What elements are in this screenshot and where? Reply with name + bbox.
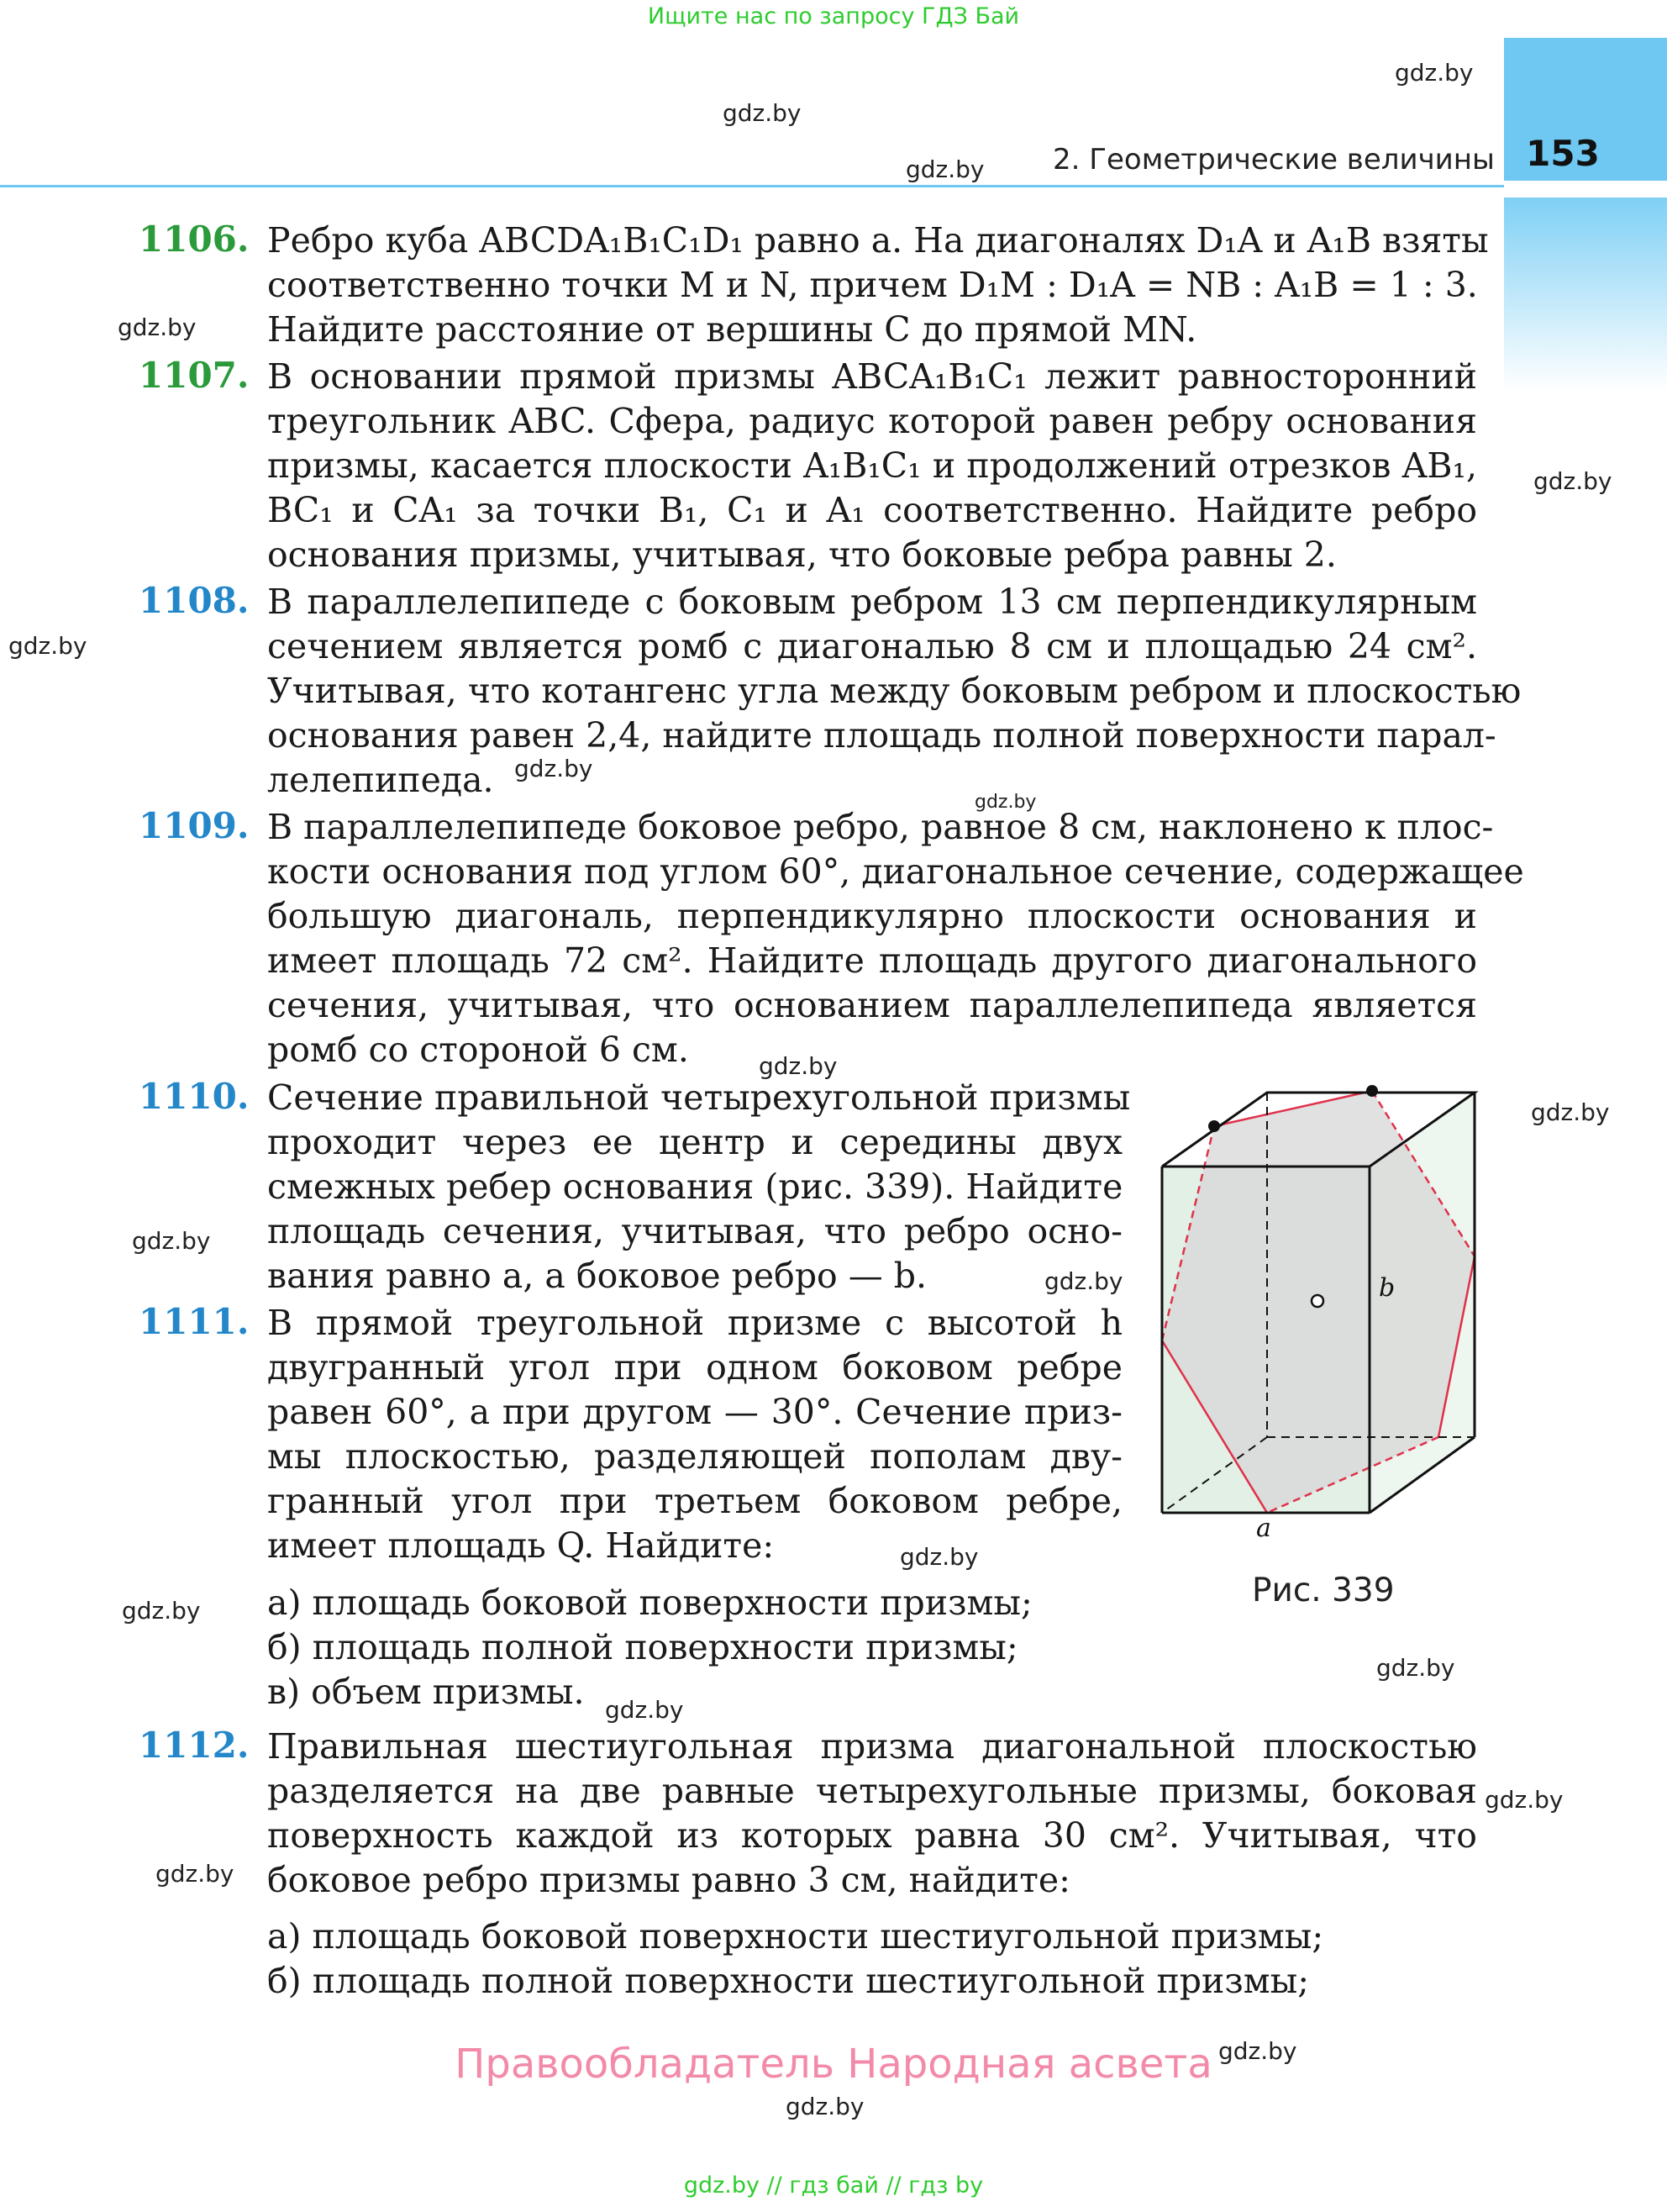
watermark: gdz.by [1395, 59, 1474, 87]
header-divider [0, 185, 1504, 187]
text-line: сечением является ромб с диагональю 8 см и площадью 24 см². [267, 626, 1477, 666]
bottom-links[interactable]: gdz.by // гдз бай // гдз by [683, 2172, 984, 2199]
list-item: б) площадь полной поверхности призмы; [267, 1627, 1018, 1667]
problem-1111-text [267, 1303, 1123, 1566]
watermark: gdz.by [8, 632, 87, 660]
text-line: гранный угол при третьем боковом ребре, [267, 1481, 1123, 1521]
page-number: 153 [1526, 133, 1600, 174]
text-line: вания равно a, а боковое ребро — b. [267, 1256, 928, 1296]
midpoint-marker [1366, 1085, 1378, 1097]
watermark: gdz.by [514, 755, 593, 782]
watermark: gdz.by [118, 313, 197, 341]
problem-1112-text [267, 1726, 1477, 1900]
center-marker [1312, 1295, 1323, 1307]
watermark: gdz.by [155, 1860, 234, 1888]
watermark: gdz.by [1485, 1786, 1564, 1814]
text-line: двугранный угол при одном боковом ребре [267, 1347, 1123, 1388]
text-line: Правильная шестиугольная призма диагональной плоскостью [267, 1726, 1477, 1767]
text-line: В прямой треугольной призме с высотой h [267, 1303, 1123, 1343]
problem-number-1110: 1110. [139, 1076, 250, 1117]
problem-number-1107: 1107. [139, 355, 250, 396]
problem-1107-text [267, 356, 1477, 575]
text-line: равен 60°, а при другом — 30°. Сечение приз- [267, 1392, 1123, 1432]
text-line: Сечение правильной четырехугольной призмы [267, 1077, 1131, 1118]
text-line: сечения, учитывая, что основанием параллелепипеда является [267, 985, 1477, 1025]
text-line: имеет площадь 72 см². Найдите площадь другого диагонального [267, 940, 1477, 981]
copyright-notice: Правообладатель Народная асвета [455, 2041, 1212, 2088]
text-line: основания призмы, учитывая, что боковые ребра равны 2. [267, 535, 1337, 575]
problem-1111-items [267, 1583, 1033, 1712]
text-line: ромб со стороной 6 см. [267, 1030, 689, 1070]
watermark: gdz.by [1533, 467, 1612, 495]
text-line: проходит через ее центр и середины двух [267, 1122, 1123, 1162]
watermark: gdz.by [900, 1543, 979, 1571]
problem-1109-text [267, 807, 1524, 1070]
problem-1106-text [267, 220, 1489, 350]
watermark: gdz.by [1376, 1654, 1455, 1682]
text-line: Найдите расстояние от вершины C до прямой MN. [267, 309, 1197, 350]
problem-1108-text [267, 582, 1522, 800]
label-b: b [1379, 1273, 1396, 1303]
text-line: В параллелепипеде боковое ребро, равное 8 см, наклонено к плос- [267, 807, 1494, 847]
text-line: В параллелепипеде с боковым ребром 13 см перпендикулярным [267, 582, 1477, 622]
problem-number-1108: 1108. [139, 580, 250, 621]
text-line: разделяется на две равные четырехугольные призмы, боковая [267, 1771, 1477, 1811]
watermark: gdz.by [1218, 2037, 1297, 2065]
watermark: gdz.by [122, 1597, 201, 1625]
watermark: gdz.by [759, 1052, 838, 1080]
figure-339-prism [1155, 1076, 1491, 1546]
text-line: имеет площадь Q. Найдите: [267, 1525, 775, 1566]
text-line: В основании прямой призмы ABCA₁B₁C₁ лежит равносторонний [267, 356, 1477, 397]
list-item: а) площадь боковой поверхности шестиугольной призмы; [267, 1916, 1324, 1957]
text-line: боковое ребро призмы равно 3 см, найдите: [267, 1860, 1070, 1900]
text-line: призмы, касается плоскости A₁B₁C₁ и продолжений отрезков AB₁, [267, 445, 1477, 486]
label-a: a [1256, 1514, 1271, 1543]
watermark: gdz.by [975, 792, 1037, 813]
list-item: в) объем призмы. [267, 1672, 585, 1712]
problem-number-1112: 1112. [139, 1725, 250, 1766]
list-item: а) площадь боковой поверхности призмы; [267, 1583, 1033, 1623]
watermark: gdz.by [786, 2093, 865, 2120]
text-line: кости основания под углом 60°, диагональное сечение, содержащее [267, 851, 1524, 892]
midpoint-marker [1208, 1120, 1220, 1132]
top-banner: Ищите нас по запросу ГДЗ Бай [647, 3, 1020, 29]
text-line: соответственно точки M и N, причем D₁M : D₁A = NB : A₁B = 1 : 3. [267, 265, 1478, 305]
problem-number-1109: 1109. [139, 805, 250, 846]
text-line: BC₁ и CA₁ за точки B₁, C₁ и A₁ соответственно. Найдите ребро [267, 490, 1477, 530]
problem-1112-items [267, 1916, 1323, 2001]
problem-1110-text [267, 1077, 1131, 1296]
watermark: gdz.by [605, 1696, 684, 1724]
text-line: треугольник ABC. Сфера, радиус которой равен ребру основания [267, 401, 1477, 441]
text-line: площадь сечения, учитывая, что ребро осно- [267, 1211, 1123, 1251]
page-tab-fade [1504, 198, 1667, 391]
text-line: основания равен 2,4, найдите площадь полной поверхности парал- [267, 715, 1496, 756]
section-title: 2. Геометрические величины [1053, 143, 1495, 176]
text-line: лелепипеда. [267, 760, 494, 800]
problem-number-1111: 1111. [139, 1301, 250, 1342]
text-line: поверхность каждой из которых равна 30 см². Учитывая, что [267, 1815, 1477, 1856]
text-line: смежных ребер основания (рис. 339). Найдите [267, 1167, 1123, 1207]
text-line: большую диагональ, перпендикулярно плоскости основания и [267, 896, 1477, 936]
watermark: gdz.by [132, 1227, 211, 1255]
watermark: gdz.by [906, 155, 985, 183]
figure-caption: Рис. 339 [1252, 1572, 1395, 1609]
text-line: Учитывая, что котангенс угла между боковым ребром и плоскостью [267, 671, 1522, 711]
watermark: gdz.by [1044, 1267, 1123, 1295]
text-line: мы плоскостью, разделяющей пополам дву- [267, 1436, 1123, 1477]
watermark: gdz.by [1531, 1098, 1610, 1126]
list-item: б) площадь полной поверхности шестиугольной призмы; [267, 1961, 1310, 2001]
watermark: gdz.by [723, 99, 802, 127]
text-line: Ребро куба ABCDA₁B₁C₁D₁ равно a. На диагоналях D₁A и A₁B взяты [267, 220, 1489, 261]
problem-number-1106: 1106. [139, 219, 250, 260]
